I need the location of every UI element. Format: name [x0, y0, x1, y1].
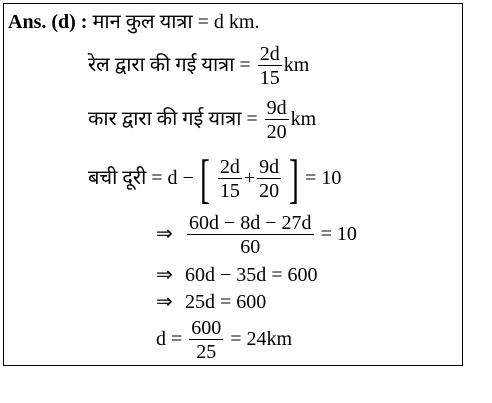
result-fraction	[189, 317, 223, 364]
result-line	[156, 314, 292, 364]
left-bracket: [	[199, 149, 210, 210]
step1-numerator: 60d − 8d − 27d	[189, 211, 312, 234]
implies-arrow: ⇒	[156, 264, 173, 286]
result-lhs: d =	[156, 328, 183, 350]
step1-rhs: = 10	[320, 223, 357, 245]
assumption-line	[8, 10, 259, 34]
car-unit: km	[290, 108, 317, 130]
solution-box	[3, 3, 463, 366]
first-denominator: 15	[219, 179, 240, 202]
implies-arrow: ⇒	[156, 223, 173, 245]
result-denominator: 25	[196, 340, 217, 363]
rail-denominator: 15	[259, 66, 280, 89]
step1-line	[156, 208, 357, 260]
second-denominator: 20	[259, 179, 280, 202]
step2-text: 60d − 35d = 600	[185, 264, 318, 286]
car-fraction	[265, 97, 289, 144]
result-rhs: = 24km	[230, 328, 293, 350]
step1-denominator: 60	[240, 235, 261, 258]
first-numerator: 2d	[219, 155, 240, 178]
result-numerator: 600	[191, 316, 222, 339]
right-bracket: ]	[289, 149, 300, 210]
remaining-rhs: = 10	[305, 167, 342, 189]
car-distance-line	[88, 94, 316, 144]
rail-fraction	[258, 43, 282, 90]
answer-label: Ans. (d) :	[8, 11, 88, 33]
rail-numerator: 2d	[259, 42, 280, 65]
first-fraction	[218, 156, 242, 203]
car-numerator: 9d	[266, 96, 287, 119]
remaining-label: बची दूरी = d −	[88, 167, 194, 189]
assumption-text: मान कुल यात्रा = d km.	[92, 11, 260, 33]
rail-unit: km	[283, 54, 310, 76]
implies-arrow: ⇒	[156, 291, 173, 313]
second-numerator: 9d	[259, 155, 280, 178]
remaining-distance-line	[88, 149, 342, 210]
step1-fraction	[187, 212, 314, 259]
car-denominator: 20	[266, 120, 287, 143]
rail-label: रेल द्वारा की गई यात्रा =	[88, 54, 251, 76]
rail-distance-line	[88, 40, 309, 90]
step3-text: 25d = 600	[185, 291, 267, 313]
step2-line	[156, 263, 318, 287]
step3-line	[156, 290, 266, 314]
second-fraction	[257, 156, 281, 203]
plus-sign: +	[243, 167, 256, 189]
car-label: कार द्वारा की गई यात्रा =	[88, 108, 258, 130]
